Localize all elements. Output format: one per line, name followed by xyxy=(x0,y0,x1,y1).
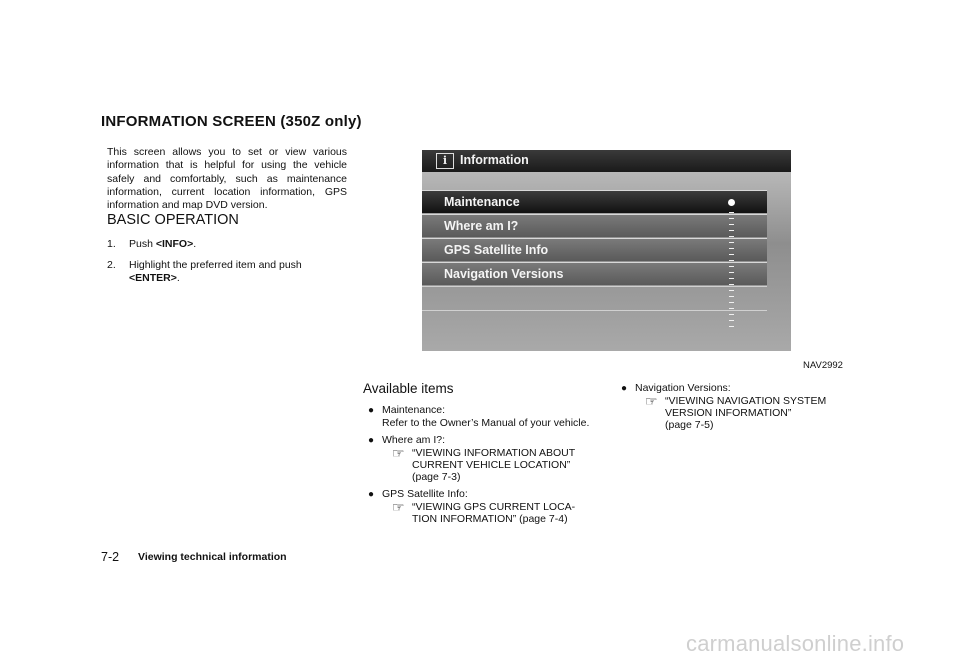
menu-item-label: Navigation Versions xyxy=(444,267,564,281)
bullet-dot: ● xyxy=(621,383,628,394)
screen-header xyxy=(422,150,791,172)
scroll-tick xyxy=(729,266,734,267)
empty-row xyxy=(422,310,767,333)
menu-item-gps-satellite-info[interactable] xyxy=(422,238,767,261)
scroll-tick xyxy=(729,242,734,243)
step-2 xyxy=(107,259,347,285)
scroll-tick xyxy=(729,272,734,273)
scroll-tick xyxy=(729,296,734,297)
empty-row xyxy=(422,286,767,309)
scroll-tick xyxy=(729,314,734,315)
key-label: <ENTER> xyxy=(129,272,177,284)
intro-paragraph: This screen allows you to set or view various information that is helpful for using the vehicle safely and comfortably, such as maintenance information, current location information, GPS information and map DVD version. xyxy=(107,146,347,212)
scroll-tick xyxy=(729,260,734,261)
screen-title: Information xyxy=(460,153,529,167)
scroll-tick xyxy=(729,218,734,219)
scroll-tick xyxy=(729,326,734,327)
bullet-dot: ● xyxy=(368,405,375,416)
nav-ref-page[interactable]: (page 7-5) xyxy=(665,419,714,431)
scroll-tick xyxy=(729,254,734,255)
where-ref-page[interactable]: (page 7-3) xyxy=(412,471,461,483)
available-items-heading: Available items xyxy=(363,381,454,396)
menu-item-navigation-versions[interactable] xyxy=(422,262,767,285)
scroll-tick xyxy=(729,224,734,225)
pointing-hand-icon: ☞ xyxy=(392,499,405,515)
step-number: 2. xyxy=(107,259,116,271)
gps-label: GPS Satellite Info: xyxy=(382,488,468,500)
screen-panel xyxy=(422,172,791,351)
step-text: Push xyxy=(129,238,156,250)
scroll-tick xyxy=(729,212,734,213)
menu-item-maintenance[interactable] xyxy=(422,190,767,213)
scroll-position-dot xyxy=(728,199,735,206)
scroll-tick xyxy=(729,230,734,231)
where-label: Where am I?: xyxy=(382,434,446,446)
step-text: Highlight the preferred item and push xyxy=(129,259,302,271)
basic-operation-heading: BASIC OPERATION xyxy=(107,212,239,228)
where-ref-line1[interactable]: “VIEWING INFORMATION ABOUT xyxy=(412,447,576,459)
scroll-tick xyxy=(729,302,734,303)
scroll-tick xyxy=(729,248,734,249)
step-punct: . xyxy=(176,272,180,284)
where-ref-line2[interactable]: CURRENT VEHICLE LOCATION” xyxy=(412,459,571,471)
menu-item-label: Where am I? xyxy=(444,219,519,233)
scroll-tick xyxy=(729,290,734,291)
step-1 xyxy=(107,238,196,251)
watermark: carmanualsonline.info xyxy=(686,631,905,656)
gps-ref-line1[interactable]: “VIEWING GPS CURRENT LOCA- xyxy=(412,501,576,513)
pointing-hand-icon: ☞ xyxy=(392,445,405,461)
scroll-tick xyxy=(729,284,734,285)
nav-ref-line1[interactable]: “VIEWING NAVIGATION SYSTEM xyxy=(665,395,827,407)
bullet-dot: ● xyxy=(368,489,375,500)
key-label: <INFO> xyxy=(155,238,194,250)
step-number: 1. xyxy=(107,238,116,250)
maintenance-text: Refer to the Owner’s Manual of your vehicle. xyxy=(382,417,590,429)
maintenance-label: Maintenance: xyxy=(382,404,446,416)
menu-item-label: Maintenance xyxy=(444,195,520,209)
section-title: Viewing technical information xyxy=(138,551,287,563)
menu-item-where-am-i[interactable] xyxy=(422,214,767,237)
scroll-tick xyxy=(729,236,734,237)
menu-item-label: GPS Satellite Info xyxy=(444,243,549,257)
scroll-tick xyxy=(729,320,734,321)
info-icon: i xyxy=(436,153,454,169)
page-number: 7-2 xyxy=(101,550,120,564)
scroll-tick xyxy=(729,278,734,279)
nav-ref-line2[interactable]: VERSION INFORMATION” xyxy=(665,407,792,419)
step-punct: . xyxy=(193,238,197,250)
bullet-dot: ● xyxy=(368,435,375,446)
scroll-tick xyxy=(729,308,734,309)
page-title: INFORMATION SCREEN (350Z only) xyxy=(101,113,362,130)
pointing-hand-icon: ☞ xyxy=(645,393,658,409)
gps-ref-line2[interactable]: TION INFORMATION” (page 7-4) xyxy=(412,513,568,525)
figure-code: NAV2992 xyxy=(803,360,843,371)
navigation-screen-image xyxy=(422,150,791,351)
nav-label: Navigation Versions: xyxy=(635,382,731,394)
